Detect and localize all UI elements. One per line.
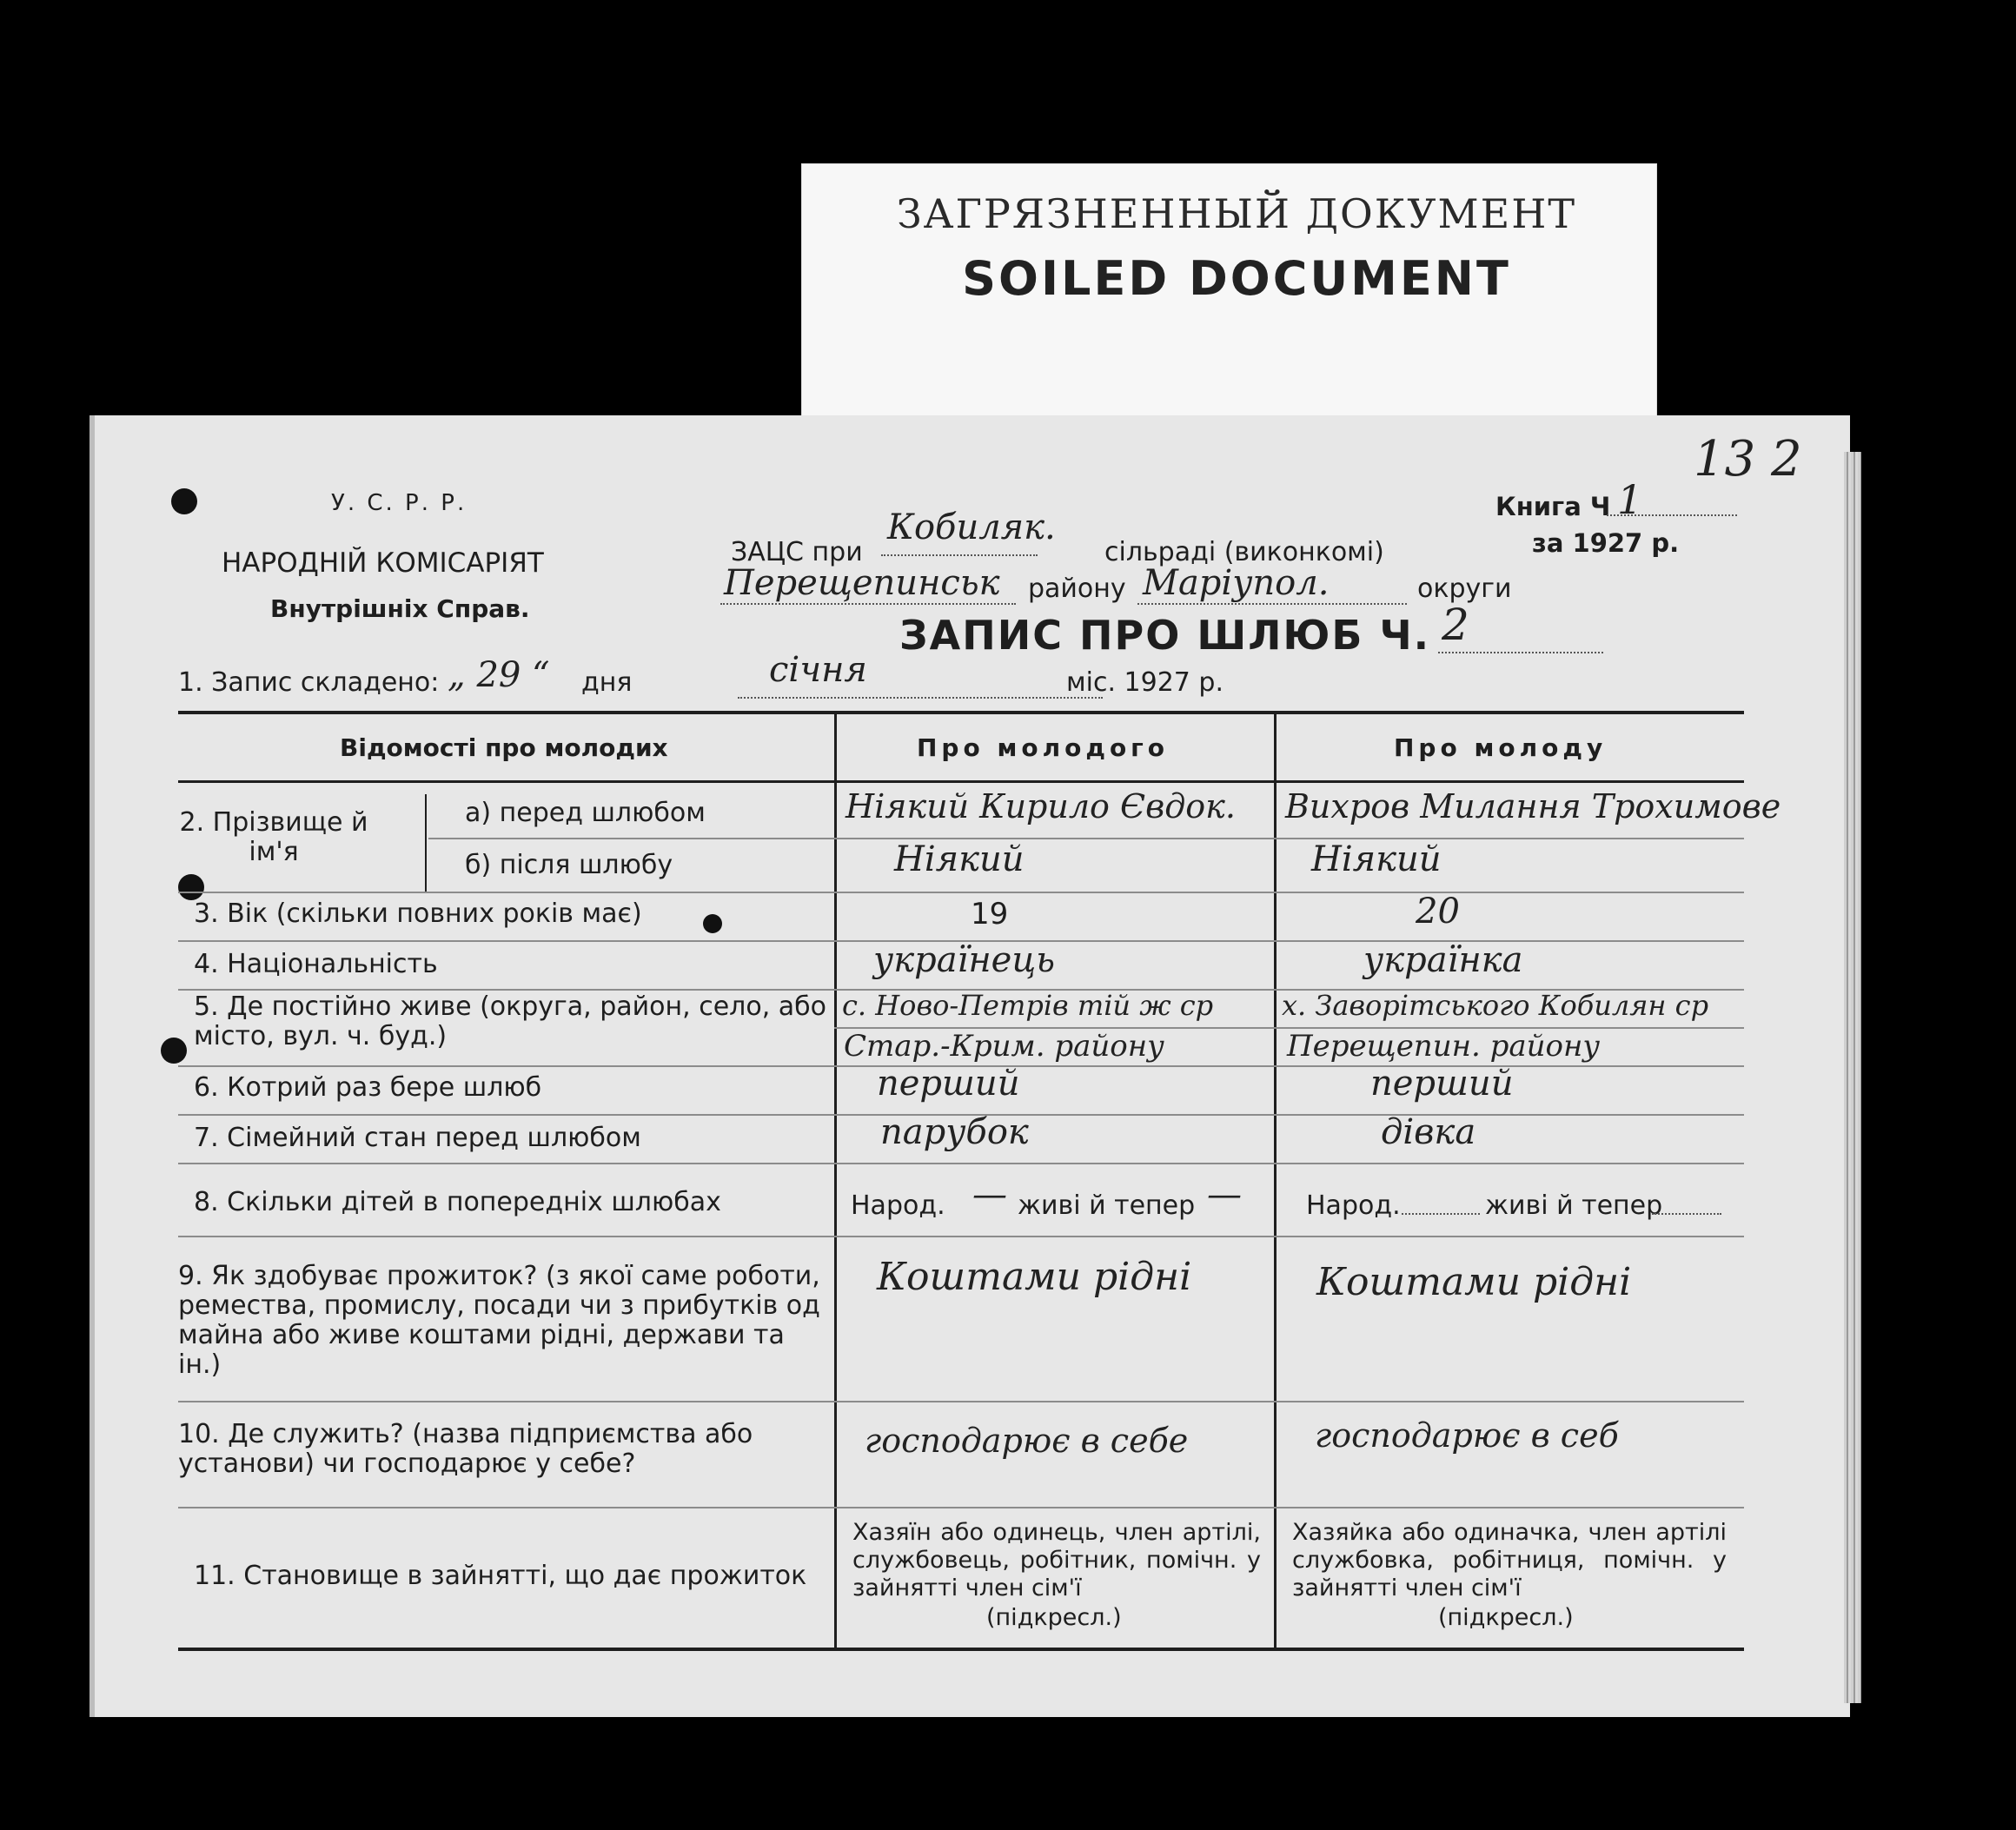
column-divider-2 [1274,711,1277,1649]
groom-status: парубок [880,1112,1029,1152]
groom-born-label: Народ. [851,1190,945,1221]
bride-work: господарює в себ [1315,1416,1619,1455]
zags-label: ЗАЦС при [731,537,863,567]
bride-residence-2: Перещепин. району [1287,1029,1601,1064]
surname-value-rule [834,838,1744,839]
row-work-label: 10. Де служить? (назва підприємства або установи) чи господарює у себе? [178,1419,753,1479]
okruha-value-line [1137,603,1407,605]
zags-suffix: сільраді (виконкомі) [1104,537,1384,567]
row-rule [178,1236,1744,1237]
district-value-line [720,603,1016,605]
zags-value: Кобиляк. [887,507,1056,547]
district-label: району [1028,574,1126,604]
header-rule [178,780,1744,783]
row-status-label: 7. Сімейний стан перед шлюбом [194,1123,641,1153]
row-rule [178,1401,1744,1402]
bride-times-married: перший [1370,1064,1514,1104]
zags-value-line [881,554,1038,556]
book-number: 1 [1617,476,1643,523]
bride-age: 20 [1416,892,1460,932]
row-nationality-label: 4. Національність [194,949,438,979]
row-rule [178,1163,1744,1164]
book-number-line [1607,514,1737,516]
okruha-label: округи [1417,574,1512,604]
surname-sub-a: а) перед шлюбом [465,798,706,828]
row-position-label: 11. Становище в зайнятті, що дає прожиток [194,1561,807,1591]
bride-surname-after: Ніякий [1311,839,1442,879]
district-value: Перещепинськ [724,563,1000,603]
column-header-bride: Про молоду [1394,733,1608,762]
row-surname-label: 2. Прізвище й ім'я [179,807,368,867]
book-label: Книга Ч [1495,492,1611,521]
stamp-english-text: SOILED DOCUMENT [962,251,1511,306]
okruha-value: Маріупол. [1143,563,1330,603]
record-number: 2 [1442,600,1469,650]
surname-sub-rule [428,838,834,839]
column-header-info: Відомості про молодих [340,733,668,762]
record-month-line [738,697,1103,699]
groom-underline-note: (підкресл.) [986,1604,1122,1631]
bride-livelihood: Коштами рідні [1316,1260,1632,1304]
groom-surname-after: Ніякий [894,839,1025,879]
row-livelihood-label: 9. Як здобуває прожиток? (з якої саме роботи, ремества, промислу, посади чи з прибутків од майна або живе коштами рідні, держави та ін.) [178,1261,820,1380]
row-children-label: 8. Скільки дітей в попередніх шлюбах [194,1187,721,1217]
groom-nationality: українець [873,940,1056,980]
groom-surname-before: Ніякий Кирило Євдок. [846,787,1236,825]
row-age-label: 3. Вік (скільки повних років має) [194,898,642,929]
bride-alive-label: живі й тепер [1485,1190,1663,1221]
commissariat-label: НАРОДНІЙ КОМІСАРІЯТ [222,547,544,579]
groom-born-value: — [972,1175,1007,1215]
record-date-label: 1. Запис складено: [178,667,440,698]
table-bottom-rule [178,1648,1744,1651]
bride-born-label: Народ. [1306,1190,1401,1221]
groom-residence-2: Стар.-Крим. району [844,1029,1164,1064]
groom-age: 19 [971,897,1009,932]
table-top-rule [178,711,1744,714]
bride-born-line [1402,1213,1480,1215]
record-day-word: дня [581,667,633,698]
groom-position-options: Хазяїн або одинець, член артілі, службовець, робітник, помічн. у зайнятті член сім'ї [852,1519,1261,1601]
bride-underline-note: (підкресл.) [1438,1604,1574,1631]
punch-hole-icon [161,1038,187,1064]
groom-alive-value: — [1207,1175,1242,1215]
surname-sub-b: б) після шлюбу [465,850,673,880]
punch-hole-icon [171,488,197,514]
bride-nationality: українка [1363,940,1523,980]
corner-mark: 13 2 [1694,431,1802,487]
ink-blot-icon [703,914,722,933]
surname-brace [425,794,427,892]
year-label: за 1927 р. [1532,528,1680,558]
bride-residence-1: х. Заворітського Кобилян ср [1282,989,1709,1022]
stamp-russian-text: ЗАГРЯЗНЕННЫЙ ДОКУМЕНТ [896,190,1577,237]
bride-surname-before: Вихров Милання Трохимове [1285,787,1781,825]
bride-alive-line [1652,1213,1721,1215]
soiled-document-stamp [801,163,1657,443]
residence-value-rule [834,1027,1744,1029]
row-times-married-label: 6. Котрий раз бере шлюб [194,1072,542,1103]
marriage-record-card [90,415,1850,1717]
bride-status: дівка [1381,1112,1476,1152]
row-residence-label: 5. Де постійно живе (округа, район, село, або місто, вул. ч. буд.) [194,991,827,1051]
republic-label: У. С. Р. Р. [331,490,468,516]
column-header-groom: Про молодого [917,733,1170,762]
record-title: ЗАПИС ПРО ШЛЮБ Ч. [899,612,1431,659]
department-label: Внутрішніх Справ. [270,594,530,623]
column-divider-1 [834,711,837,1649]
record-year: міс. 1927 р. [1066,667,1224,698]
groom-work: господарює в себе [865,1422,1189,1460]
groom-livelihood: Коштами рідні [877,1255,1192,1299]
record-day: „ 29 “ [448,655,550,695]
row-rule [178,1507,1744,1508]
row-rule [178,892,1744,893]
groom-times-married: перший [877,1064,1020,1104]
record-month: січня [769,650,867,690]
groom-alive-label: живі й тепер [1018,1190,1196,1221]
bride-position-options: Хазяйка або одиначка, член артілі службовка, робітниця, помічн. у зайнятті член сім'ї [1292,1519,1727,1601]
card-stack-edge [1844,452,1861,1703]
punch-hole-icon [178,874,204,900]
groom-residence-1: с. Ново-Петрів тій ж ср [842,989,1214,1022]
record-number-line [1438,652,1603,653]
